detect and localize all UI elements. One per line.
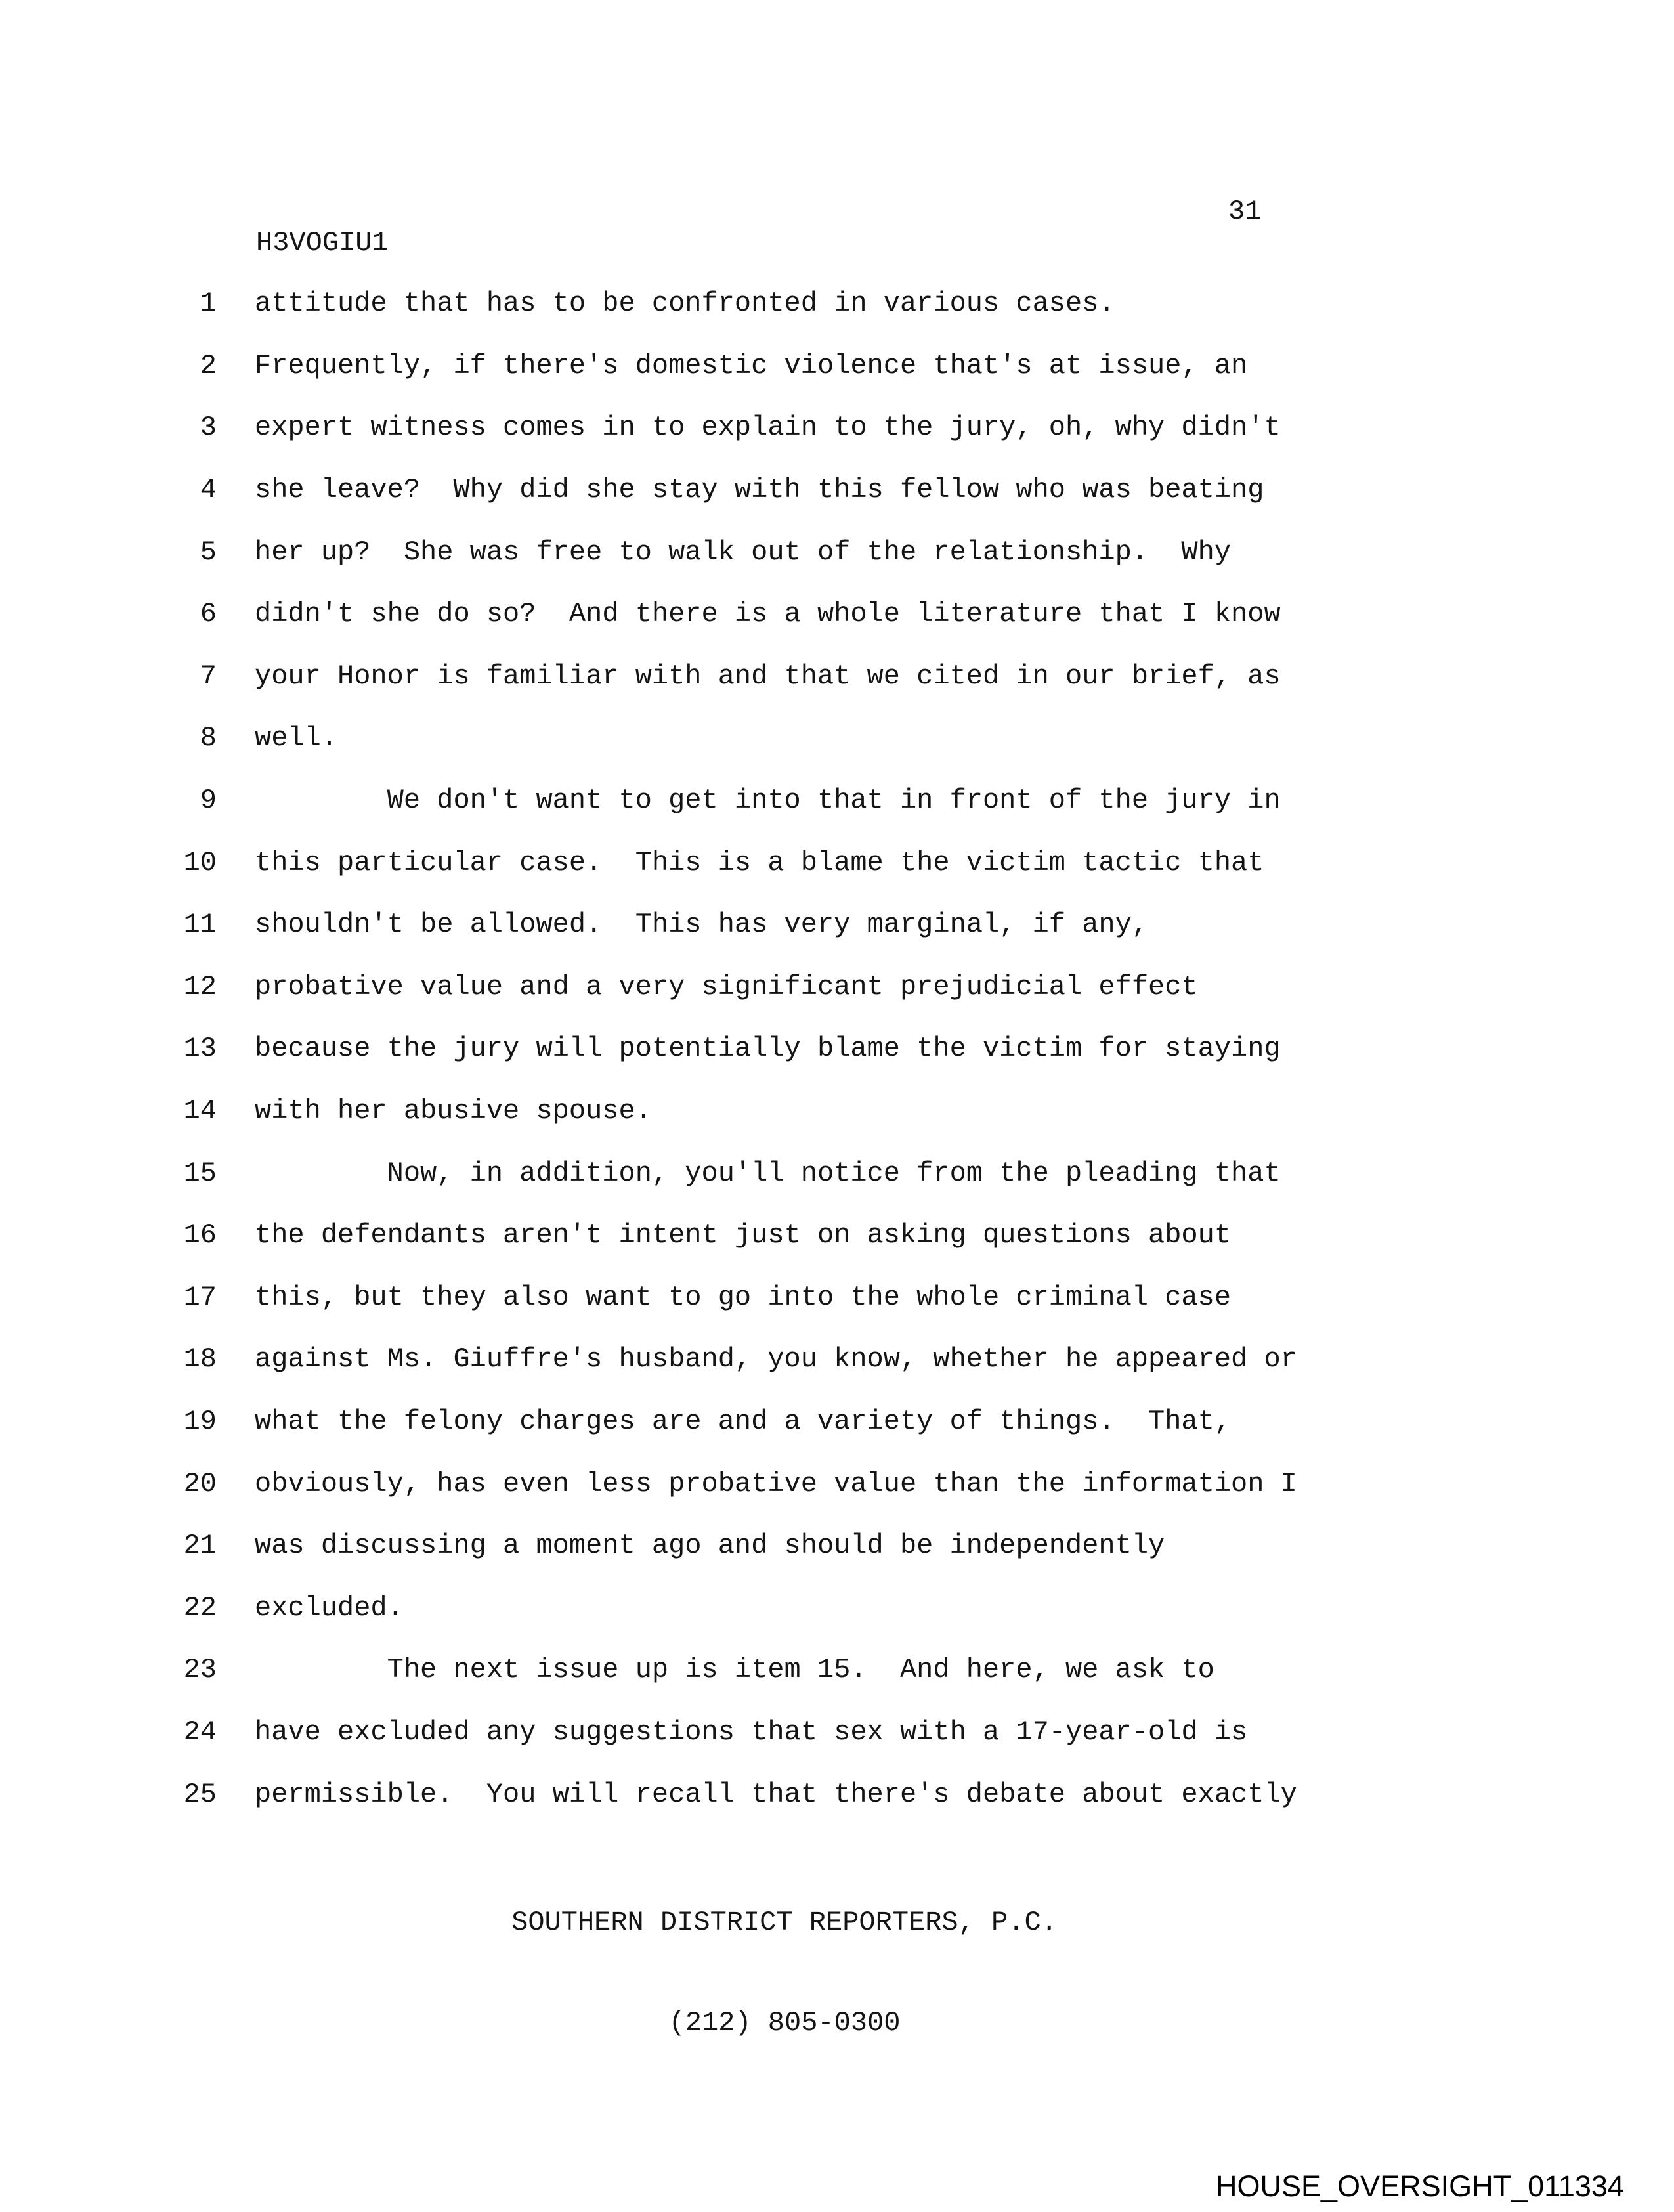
transcript-line — [0, 645, 1674, 708]
transcript-line — [0, 397, 1674, 459]
line-number: 20 — [183, 1467, 217, 1500]
line-text: her up? She was free to walk out of the relationship. Why — [255, 536, 1232, 568]
line-text: shouldn't be allowed. This has very marginal, if any, — [255, 909, 1149, 941]
transcript-line — [0, 1267, 1674, 1329]
line-text: Frequently, if there's domestic violence that's at issue, an — [255, 349, 1248, 381]
transcript-line — [0, 1204, 1674, 1267]
transcript-line — [0, 335, 1674, 397]
line-number: 18 — [183, 1343, 217, 1376]
line-number: 25 — [183, 1778, 217, 1810]
line-text: obviously, has even less probative value than the information I — [255, 1467, 1297, 1500]
line-text: with her abusive spouse. — [255, 1095, 652, 1127]
line-text: probative value and a very significant prejudicial effect — [255, 970, 1198, 1003]
transcript-line — [0, 1328, 1674, 1391]
line-text: this, but they also want to go into the whole criminal case — [255, 1281, 1232, 1313]
transcript-line — [0, 1515, 1674, 1577]
line-number: 5 — [200, 536, 217, 568]
line-text: was discussing a moment ago and should be independently — [255, 1530, 1165, 1562]
line-number: 11 — [183, 909, 217, 941]
transcript-line — [0, 272, 1674, 335]
line-text: Now, in addition, you'll notice from the pleading that — [255, 1157, 1281, 1189]
transcript-line — [0, 1576, 1674, 1639]
line-text: what the felony charges are and a variety of things. That, — [255, 1405, 1232, 1437]
transcript-line — [0, 831, 1674, 894]
line-text: she leave? Why did she stay with this fellow who was beating — [255, 474, 1264, 506]
reporter-phone: (212) 805-0300 — [668, 2007, 901, 2039]
line-text: this particular case. This is a blame the victim tactic that — [255, 846, 1264, 878]
transcript-line — [0, 1142, 1674, 1204]
transcript-line — [0, 770, 1674, 832]
line-text: against Ms. Giuffre's husband, you know, whether he appeared or — [255, 1343, 1297, 1376]
line-number: 23 — [183, 1654, 217, 1686]
transcript-line — [0, 1639, 1674, 1701]
transcript-line — [0, 521, 1674, 583]
line-number: 21 — [183, 1530, 217, 1562]
line-number: 1 — [200, 288, 217, 320]
transcript-line — [0, 1763, 1674, 1825]
line-text: because the jury will potentially blame the victim for staying — [255, 1033, 1281, 1065]
reporter-name: SOUTHERN DISTRICT REPORTERS, P.C. — [511, 1907, 1058, 1938]
line-number: 2 — [200, 349, 217, 381]
line-number: 8 — [200, 722, 217, 754]
line-text: your Honor is familiar with and that we cited in our brief, as — [255, 660, 1281, 692]
transcript-line — [0, 956, 1674, 1018]
page-number: 31 — [1228, 196, 1262, 227]
transcript-line — [0, 1018, 1674, 1080]
line-number: 13 — [183, 1033, 217, 1065]
transcript-line — [0, 459, 1674, 521]
line-text: permissible. You will recall that there's debate about exactly — [255, 1778, 1297, 1810]
line-text: We don't want to get into that in front of the jury in — [255, 785, 1281, 817]
reporter-footer — [256, 1839, 1313, 2107]
line-text: have excluded any suggestions that sex with a 17-year-old is — [255, 1716, 1248, 1748]
line-number: 7 — [200, 660, 217, 692]
line-number: 6 — [200, 598, 217, 630]
line-number: 4 — [200, 474, 217, 506]
transcript-line — [0, 1080, 1674, 1142]
bates-number: HOUSE_OVERSIGHT_011334 — [1216, 2169, 1624, 2203]
line-number: 19 — [183, 1405, 217, 1437]
line-number: 22 — [183, 1592, 217, 1624]
transcript-line — [0, 583, 1674, 645]
line-text: The next issue up is item 15. And here, we ask to — [255, 1654, 1214, 1686]
line-number: 12 — [183, 970, 217, 1003]
transcript-line — [0, 707, 1674, 770]
line-text: excluded. — [255, 1592, 404, 1624]
transcript-line — [0, 1391, 1674, 1453]
line-number: 9 — [200, 785, 217, 817]
line-text: expert witness comes in to explain to the jury, oh, why didn't — [255, 412, 1281, 444]
line-number: 24 — [183, 1716, 217, 1748]
line-number: 16 — [183, 1219, 217, 1251]
line-number: 15 — [183, 1157, 217, 1189]
line-text: well. — [255, 722, 338, 754]
transcript-line — [0, 1701, 1674, 1764]
transcript-body — [0, 272, 1674, 1825]
transcript-line — [0, 894, 1674, 956]
line-number: 3 — [200, 412, 217, 444]
line-number: 17 — [183, 1281, 217, 1313]
transcript-id: H3VOGIU1 — [256, 227, 389, 259]
line-number: 10 — [183, 846, 217, 878]
line-text: didn't she do so? And there is a whole literature that I know — [255, 598, 1281, 630]
line-text: the defendants aren't intent just on asking questions about — [255, 1219, 1232, 1251]
transcript-line — [0, 1452, 1674, 1515]
line-number: 14 — [183, 1095, 217, 1127]
line-text: attitude that has to be confronted in various cases. — [255, 288, 1115, 320]
